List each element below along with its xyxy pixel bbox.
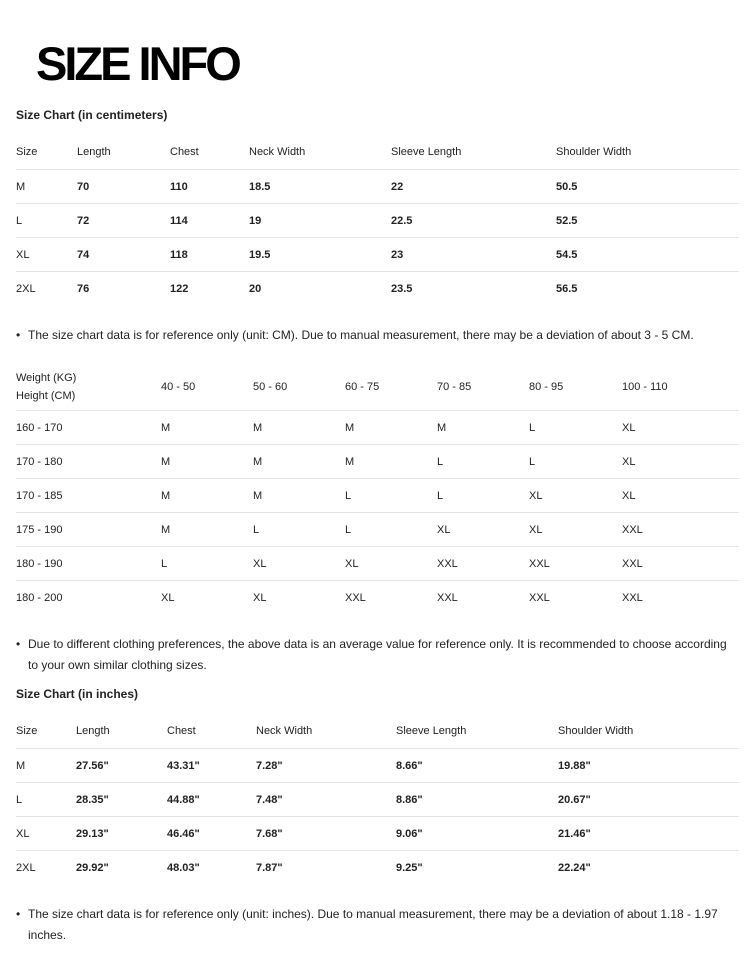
size-cell: M: [253, 421, 263, 434]
table-cell: 118: [170, 248, 188, 261]
note-cm: [16, 325, 738, 346]
size-cell: XL: [253, 557, 267, 570]
table-cell: L: [16, 214, 23, 227]
table-cell: 22: [391, 180, 404, 193]
table-cell: 19: [249, 214, 262, 227]
size-cell: L: [345, 489, 352, 502]
table-cell: 27.56": [76, 759, 109, 772]
table-cell: 2XL: [16, 861, 36, 874]
weight-header: 40 - 50: [161, 380, 196, 393]
table-row: [16, 238, 739, 272]
table-cell: 8.86": [396, 793, 423, 806]
weight-header: 50 - 60: [253, 380, 288, 393]
note-text: Due to different clothing preferences, the above data is an average value for reference only. It is recommended to choose according to your own similar clothing sizes.: [28, 637, 727, 672]
table-cell: 29.13": [76, 827, 109, 840]
table-row: [16, 411, 739, 445]
table-row: [16, 817, 739, 851]
table-cell: L: [16, 793, 23, 806]
size-cell: XL: [437, 523, 451, 536]
table-cell: 44.88": [167, 793, 200, 806]
bullet: •: [16, 637, 21, 651]
size-cell: L: [437, 489, 444, 502]
height-cell: 180 - 200: [16, 591, 63, 604]
weight-header: 100 - 110: [622, 380, 668, 393]
height-cell: 160 - 170: [16, 421, 63, 434]
note-text: The size chart data is for reference only (unit: inches). Due to manual measurement, there may be a deviation of about 1.18 - 1.97 inches.: [28, 907, 718, 942]
table-row: [16, 749, 739, 783]
table-cell: 72: [77, 214, 90, 227]
table-cell: 19.5: [249, 248, 271, 261]
height-cell: 170 - 185: [16, 489, 63, 502]
size-cell: M: [345, 421, 355, 434]
size-cell: XL: [622, 421, 636, 434]
table-cell: 50.5: [556, 180, 578, 193]
note-preference: [16, 634, 738, 676]
column-header: Sleeve Length: [391, 146, 462, 158]
table-cell: 7.87": [256, 861, 283, 874]
height-cell: 170 - 180: [16, 455, 63, 468]
table-cell: 122: [170, 282, 189, 295]
table-cell: 7.28": [256, 759, 283, 772]
size-cell: L: [437, 455, 444, 468]
column-header: Length: [77, 146, 111, 158]
size-cell: L: [529, 455, 536, 468]
table-cell: 8.66": [396, 759, 423, 772]
size-cell: XXL: [437, 591, 458, 604]
weight-header: 60 - 75: [345, 380, 380, 393]
table-cell: 28.35": [76, 793, 109, 806]
size-cell: XXL: [345, 591, 366, 604]
table-cell: 22.5: [391, 214, 413, 227]
size-cell: L: [161, 557, 168, 570]
table-row: [16, 445, 739, 479]
note-inch: [16, 904, 738, 946]
table-cell: 7.48": [256, 793, 283, 806]
table-cell: 7.68": [256, 827, 283, 840]
size-cell: L: [529, 421, 536, 434]
weight-label: Weight (KG): [16, 371, 77, 384]
table-cell: 2XL: [16, 282, 36, 295]
table-cell: 54.5: [556, 248, 578, 261]
table-cell: M: [16, 759, 26, 772]
table-row: [16, 851, 739, 884]
table-cell: 23: [391, 248, 404, 261]
size-cell: XL: [529, 523, 543, 536]
table-cell: 19.88": [558, 759, 591, 772]
column-header: Shoulder Width: [556, 146, 632, 158]
table-cell: M: [16, 180, 26, 193]
table-cell: XL: [16, 248, 30, 261]
table-cell: 9.06": [396, 827, 423, 840]
table-cell: 52.5: [556, 214, 578, 227]
size-cell: XXL: [529, 557, 550, 570]
note-text: The size chart data is for reference only (unit: CM). Due to manual measurement, there may be a deviation of about 3 - 5 CM.: [28, 328, 694, 342]
table-row: [16, 272, 739, 305]
table-cell: 43.31": [167, 759, 200, 772]
table-cell: 70: [77, 180, 90, 193]
size-cell: XXL: [622, 557, 643, 570]
height-label: Height (CM): [16, 389, 76, 402]
size-cell: L: [345, 523, 352, 536]
table-row: [16, 170, 739, 204]
size-cell: XL: [161, 591, 175, 604]
cm-chart-heading: Size Chart (in centimeters): [16, 108, 168, 122]
size-recommendation-table: [16, 363, 739, 614]
column-header: Size: [16, 725, 38, 737]
size-cell: XXL: [529, 591, 550, 604]
size-cell: XXL: [622, 591, 643, 604]
table-cell: 74: [77, 248, 90, 261]
table-cell: 23.5: [391, 282, 413, 295]
table-cell: 21.46": [558, 827, 591, 840]
size-cell: M: [161, 489, 171, 502]
table-cell: 110: [170, 180, 188, 193]
column-header: Sleeve Length: [396, 725, 467, 737]
size-cell: XL: [529, 489, 543, 502]
table-cell: 22.24": [558, 861, 591, 874]
size-cell: M: [253, 455, 263, 468]
inch-size-table: [16, 714, 739, 884]
table-cell: 48.03": [167, 861, 200, 874]
size-cell: XL: [622, 489, 636, 502]
bullet: •: [16, 328, 21, 342]
size-cell: M: [253, 489, 263, 502]
table-cell: 29.92": [76, 861, 109, 874]
table-row: [16, 513, 739, 547]
table-cell: 9.25": [396, 861, 423, 874]
column-header: Length: [76, 725, 110, 737]
weight-header: 80 - 95: [529, 380, 564, 393]
table-header-row: [16, 363, 739, 411]
table-cell: 18.5: [249, 180, 271, 193]
height-cell: 180 - 190: [16, 557, 63, 570]
table-cell: 20.67": [558, 793, 591, 806]
weight-header: 70 - 85: [437, 380, 472, 393]
column-header: Size: [16, 146, 38, 158]
column-header: Chest: [170, 146, 199, 158]
table-header-row: [16, 135, 739, 170]
table-row: [16, 783, 739, 817]
height-cell: 175 - 190: [16, 523, 63, 536]
inch-chart-heading: Size Chart (in inches): [16, 687, 139, 701]
size-cell: L: [253, 523, 260, 536]
size-cell: XXL: [622, 523, 643, 536]
table-cell: XL: [16, 827, 30, 840]
size-cell: M: [161, 421, 171, 434]
column-header: Chest: [167, 725, 196, 737]
size-cell: M: [161, 455, 171, 468]
size-cell: M: [345, 455, 355, 468]
corner-header: [16, 369, 76, 405]
page-title: SIZE INFO: [36, 37, 239, 90]
table-row: [16, 581, 739, 614]
table-cell: 114: [170, 214, 188, 227]
table-row: [16, 479, 739, 513]
size-cell: XL: [345, 557, 359, 570]
table-header-row: [16, 714, 739, 749]
column-header: Neck Width: [256, 725, 313, 737]
bullet: •: [16, 907, 21, 921]
table-cell: 20: [249, 282, 262, 295]
size-cell: XL: [253, 591, 267, 604]
table-cell: 46.46": [167, 827, 200, 840]
size-cell: XL: [622, 455, 636, 468]
table-row: [16, 547, 739, 581]
table-cell: 56.5: [556, 282, 578, 295]
size-cell: M: [437, 421, 447, 434]
column-header: Neck Width: [249, 146, 306, 158]
table-cell: 76: [77, 282, 90, 295]
cm-size-table: [16, 135, 739, 305]
column-header: Shoulder Width: [558, 725, 634, 737]
table-row: [16, 204, 739, 238]
size-cell: XXL: [437, 557, 458, 570]
size-cell: M: [161, 523, 171, 536]
